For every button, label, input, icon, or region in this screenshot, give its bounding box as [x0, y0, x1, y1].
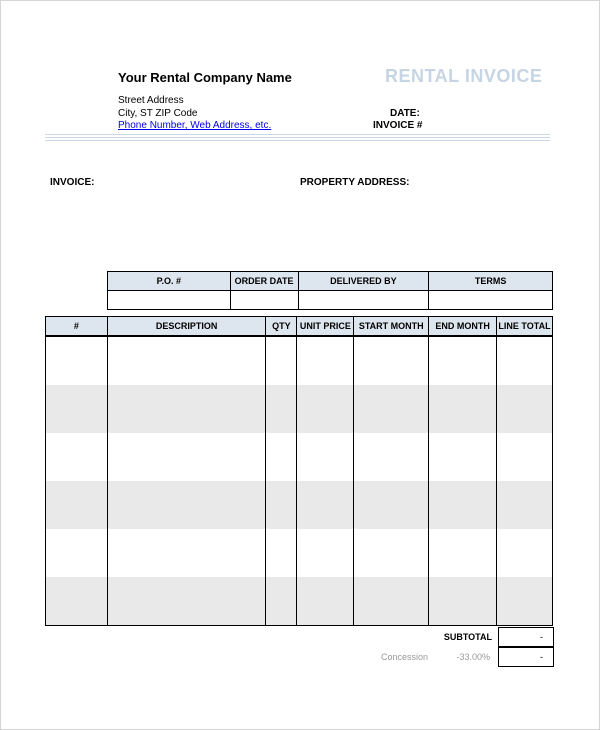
document-title: RENTAL INVOICE — [385, 66, 543, 86]
item-cell[interactable] — [107, 336, 266, 385]
item-cell[interactable] — [46, 336, 108, 385]
date-label: DATE: — [390, 108, 420, 119]
invoice-to-label: INVOICE: — [50, 177, 95, 188]
item-cell[interactable] — [497, 529, 553, 577]
item-cell[interactable] — [297, 385, 354, 433]
header-rule — [45, 140, 550, 141]
unit-price-header: UNIT PRICE — [297, 317, 354, 337]
invoice-number-label: INVOICE # — [373, 120, 423, 131]
company-name: Your Rental Company Name — [118, 70, 292, 85]
item-cell[interactable] — [107, 481, 266, 529]
property-address-label: PROPERTY ADDRESS: — [300, 177, 410, 188]
item-cell[interactable] — [429, 385, 497, 433]
po-number-cell[interactable] — [108, 291, 231, 310]
description-header: DESCRIPTION — [107, 317, 266, 337]
item-cell[interactable] — [429, 529, 497, 577]
concession-label: Concession — [380, 652, 428, 662]
item-cell[interactable] — [46, 385, 108, 433]
item-cell[interactable] — [266, 433, 297, 481]
item-cell[interactable] — [354, 481, 429, 529]
item-cell[interactable] — [297, 481, 354, 529]
item-cell[interactable] — [46, 529, 108, 577]
delivered-by-header: DELIVERED BY — [298, 272, 429, 291]
item-cell[interactable] — [107, 433, 266, 481]
subtotal-value: - — [498, 627, 554, 647]
item-cell[interactable] — [297, 336, 354, 385]
item-cell[interactable] — [429, 336, 497, 385]
table-row — [46, 433, 553, 481]
item-cell[interactable] — [354, 336, 429, 385]
city-state-zip: City, ST ZIP Code — [118, 108, 198, 119]
concession-value: - — [498, 647, 554, 667]
item-cell[interactable] — [46, 433, 108, 481]
item-cell[interactable] — [266, 336, 297, 385]
po-number-header: P.O. # — [108, 272, 231, 291]
end-month-header: END MONTH — [429, 317, 497, 337]
item-cell[interactable] — [354, 529, 429, 577]
po-table — [107, 271, 553, 310]
item-cell[interactable] — [429, 481, 497, 529]
item-cell[interactable] — [354, 433, 429, 481]
item-cell[interactable] — [266, 529, 297, 577]
item-cell[interactable] — [297, 433, 354, 481]
table-row — [46, 336, 553, 385]
header-rule — [45, 137, 550, 138]
item-cell[interactable] — [107, 385, 266, 433]
terms-header: TERMS — [429, 272, 553, 291]
item-number-header: # — [46, 317, 108, 337]
order-date-cell[interactable] — [230, 291, 298, 310]
start-month-header: START MONTH — [354, 317, 429, 337]
item-cell[interactable] — [497, 481, 553, 529]
item-cell[interactable] — [497, 385, 553, 433]
item-cell[interactable] — [46, 577, 108, 626]
item-cell[interactable] — [429, 433, 497, 481]
item-cell[interactable] — [354, 385, 429, 433]
item-cell[interactable] — [429, 577, 497, 626]
subtotal-label: SUBTOTAL — [443, 632, 492, 642]
item-cell[interactable] — [266, 481, 297, 529]
table-row — [46, 481, 553, 529]
terms-cell[interactable] — [429, 291, 553, 310]
table-row — [46, 385, 553, 433]
po-value-row — [108, 291, 553, 310]
item-cell[interactable] — [46, 481, 108, 529]
item-cell[interactable] — [354, 577, 429, 626]
po-header-row — [108, 272, 553, 291]
qty-header: QTY — [266, 317, 297, 337]
delivered-by-cell[interactable] — [298, 291, 429, 310]
item-cell[interactable] — [497, 433, 553, 481]
street-address: Street Address — [118, 95, 184, 106]
item-cell[interactable] — [497, 577, 553, 626]
table-row — [46, 529, 553, 577]
concession-percent: -33.00% — [456, 652, 490, 662]
item-cell[interactable] — [297, 577, 354, 626]
item-cell[interactable] — [107, 529, 266, 577]
order-date-header: ORDER DATE — [230, 272, 298, 291]
item-cell[interactable] — [297, 529, 354, 577]
item-cell[interactable] — [266, 385, 297, 433]
item-cell[interactable] — [107, 577, 266, 626]
line-total-header: LINE TOTAL — [497, 317, 553, 337]
item-cell[interactable] — [497, 336, 553, 385]
item-cell[interactable] — [266, 577, 297, 626]
items-header-row — [46, 317, 553, 337]
header-rule — [45, 134, 550, 135]
contact-link[interactable]: Phone Number, Web Address, etc. — [118, 120, 272, 131]
items-table — [45, 316, 553, 626]
table-row — [46, 577, 553, 626]
